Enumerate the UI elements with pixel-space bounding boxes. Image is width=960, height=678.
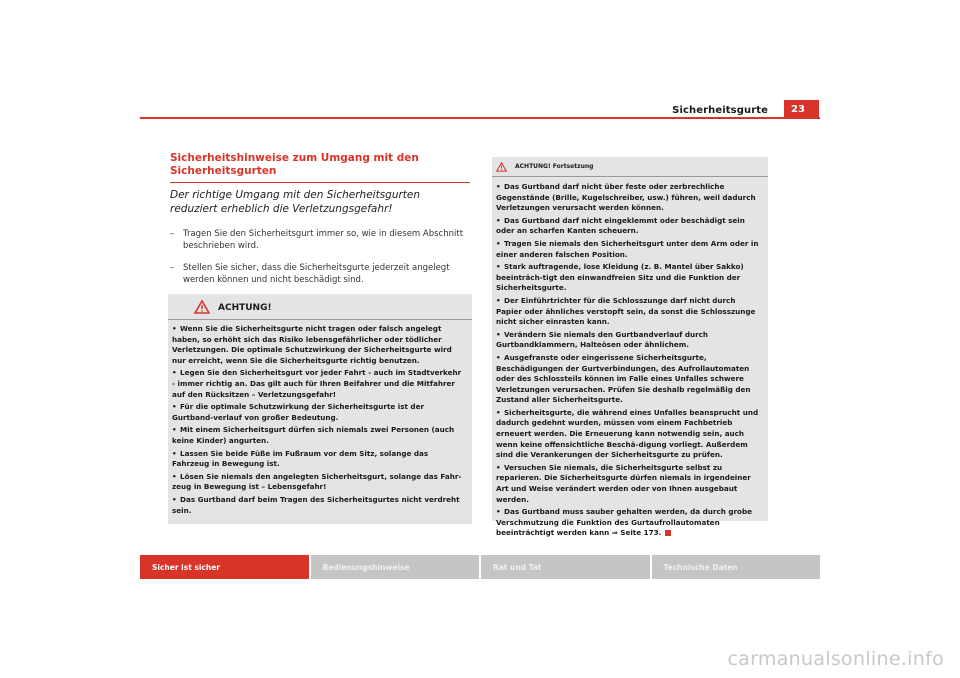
warning-bullet: • Lassen Sie beide Füße im Fußraum vor dem Sitz, solange das Fahrzeug in Bewegung ist.: [172, 448, 429, 469]
footer-tab-technische-daten[interactable]: Technische Daten: [652, 555, 821, 579]
dash-item-text: Tragen Sie den Sicherheitsgurt immer so, wie in diesem Abschnitt beschrieben wird.: [183, 229, 464, 251]
section-title-rule: [170, 182, 470, 183]
header-rule: [140, 117, 820, 119]
warning-label: ACHTUNG! Fortsetzung: [515, 163, 594, 170]
warning-bullet: • Das Gurtband darf nicht eingeklemmt oder beschädigt sein oder an scharfen Kanten scheuern.: [496, 215, 745, 236]
warning-bullet: • Wenn Sie die Sicherheitsgurte nicht tragen oder falsch angelegt haben, so erhöht sich das Risiko lebensgefährlicher oder tödlicher Verletzungen. Die optimale Schutzwirkung der Sicherheitsgurte wird nur erreicht, wenn Sie die Sicherheitsgurte richtig benutzen.: [172, 324, 452, 365]
warning-bullet: • Tragen Sie niemals den Sicherheitsgurt unter dem Arm oder in einer anderen falschen Position.: [496, 238, 759, 259]
section-lead: Der richtige Umgang mit den Sicherheitsgurten reduziert erheblich die Verletzungsgefahr!: [170, 189, 421, 215]
warning-box-continued: [492, 157, 768, 538]
warning-bullet: • Legen Sie den Sicherheitsgurt vor jeder Fahrt - auch im Stadtverkehr - immer richtig an. Das gilt auch für Ihren Beifahrer und die Mitfahrer auf den Rücksitzen – Verletzungsgefahr!: [172, 368, 462, 399]
warning-bullet: • Für die optimale Schutzwirkung der Sicherheitsgurte ist der Gurtband-verlauf von großer Bedeutung.: [172, 402, 424, 422]
dash-item-text: Stellen Sie sicher, dass die Sicherheitsgurte jederzeit angelegt werden können und nicht beschädigt sind.: [183, 263, 450, 285]
footer-tab-sicher-ist-sicher[interactable]: Sicher ist sicher: [140, 555, 309, 579]
warning-bullet: • Stark auftragende, lose Kleidung (z. B. Mantel über Sakko) beeinträch-tigt den einwandfreien Sitz und die Funktion der Sicherheitsgurte.: [496, 262, 744, 293]
warning-label: ACHTUNG!: [218, 303, 272, 313]
section-title: Sicherheitshinweise zum Umgang mit den Sicherheitsgurten: [170, 152, 419, 177]
footer-tab-rat-und-tat[interactable]: Rat und Tat: [481, 555, 650, 579]
warning-bullet: • Versuchen Sie niemals, die Sicherheitsgurte selbst zu reparieren. Die Sicherheitsgurte dürfen niemals in irgendeiner Art und Weise verändert werden oder von Ihnen ausgebaut werden.: [496, 462, 751, 504]
dash-list: [170, 228, 470, 286]
warning-triangle-icon: [496, 157, 507, 176]
left-column: [170, 152, 470, 296]
warning-bullet: • Lösen Sie niemals den angelegten Sicherheitsgurt, solange das Fahr-zeug in Bewegung ist – Lebensgefahr!: [172, 471, 462, 492]
warning-bullet: • Der Einführtrichter für die Schlosszunge darf nicht durch Papier oder ähnliches verstopft sein, da sonst die Schlosszunge nicht sicher einrasten kann.: [496, 295, 756, 327]
warning-bullet: • Sicherheitsgurte, die während eines Unfalles beansprucht und dadurch gedehnt wurden, müssen vom einem Fachbetrieb erneuert werden. Die Erneuerung kann notwendig sein, auch wenn keine offensichtliche Beschä-digung vorliegt. Außerdem sind die Verankerungen der Sicherheitsgurte zu prüfen.: [496, 407, 759, 460]
end-of-section-mark: [665, 530, 671, 536]
warning-bullet: • Verändern Sie niemals den Gurtbandverlauf durch Gurtbandklammern, Halteösen oder ähnlichem.: [496, 329, 709, 350]
warning-triangle-icon: [194, 299, 210, 318]
page-number-badge: 23: [784, 100, 819, 119]
dash-item: – Tragen Sie den Sicherheitsgurt immer so, wie in diesem Abschnitt beschrieben wird.: [170, 229, 464, 251]
warning-bullet: • Ausgefranste oder eingerissene Sicherheitsgurte, Beschädigungen der Gurtverbindungen, des Aufrollautomaten oder des Schlossteils können im Falle eines Unfalles schwere Verletzungen verursachen. Prüfen Sie deshalb regelmäßig den Zustand aller Sicherheitsgurte.: [496, 352, 751, 405]
warning-bullet: • Das Gurtband darf beim Tragen des Sicherheitsgurtes nicht verdreht sein.: [172, 494, 460, 515]
warning-bullets: [168, 320, 472, 516]
warning-header: [492, 157, 768, 173]
watermark: carmanualsonline.info: [727, 648, 944, 670]
page-cross-reference-link[interactable]: Seite 173.: [620, 528, 662, 538]
cross-reference-arrow-icon: ⇒: [611, 528, 618, 538]
warning-bullet: • Das Gurtband darf nicht über feste oder zerbrechliche Gegenstände (Brille, Kugelschreiber, usw.) führen, weil dadurch Verletzungen verursacht werden können.: [496, 182, 756, 213]
dash-item: – Stellen Sie sicher, dass die Sicherheitsgurte jederzeit angelegt werden können und nicht beschädigt sind.: [170, 263, 450, 285]
footer-nav: [140, 555, 820, 579]
page-header-title: Sicherheitsgurte: [672, 105, 768, 116]
warning-box-main: [168, 294, 472, 524]
warning-bullet: • Mit einem Sicherheitsgurt dürfen sich niemals zwei Personen (auch keine Kinder) angurten.: [172, 425, 455, 445]
warning-bullets: [492, 177, 768, 539]
warning-header: [168, 294, 472, 316]
footer-tab-bedienungshinweise[interactable]: Bedienungshinweise: [311, 555, 480, 579]
warning-bullet: • Das Gurtband muss sauber gehalten werden, da durch grobe Verschmutzung die Funktion des Gurtaufrollautomaten beeinträchtigt werden kann ⇒ Seite 173.: [496, 507, 752, 538]
